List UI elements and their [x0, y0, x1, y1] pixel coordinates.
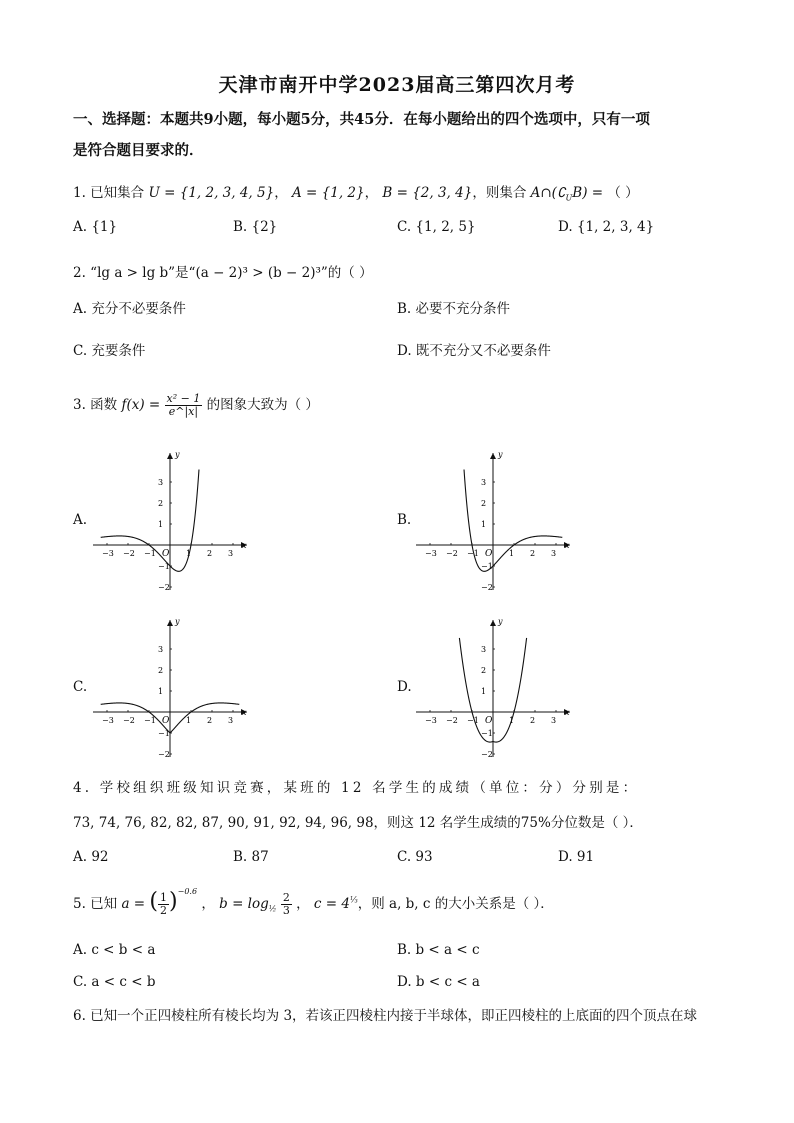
q5-option-a[interactable]: A. c < b < a	[73, 942, 156, 958]
fraction-numerator: x² − 1	[166, 392, 201, 405]
section-heading-line2: 是符合题目要求的．	[73, 142, 204, 159]
y-tick-label: 1	[158, 520, 164, 529]
y-tick-label: 3	[158, 478, 164, 487]
x-tick-label: −2	[446, 549, 458, 558]
question-1-tail: ，则集合	[472, 185, 527, 201]
origin-label: O	[162, 716, 170, 726]
x-tick-label: −3	[425, 716, 437, 725]
q1-option-b[interactable]: B. {2}	[233, 219, 278, 235]
c-definition: $c = 4^{\frac{1}{3}}$	[313, 895, 358, 912]
question-5-stem: 5. 已知 a = ( $\frac{1}{2}$ )$^{-0.6}$ ， $b = \log_{\frac{1}{2}}$ $\frac{2}{3}$ ， $c = 4^{\frac{1}{3}}$，则 a, b, c 的大小关系是（ ）．	[73, 887, 554, 917]
page-title: 天津市南开中学2023届高三第四次月考	[218, 74, 576, 96]
y-tick-label: 2	[481, 666, 487, 675]
function-fraction	[165, 393, 203, 418]
x-tick-label: −1	[467, 549, 479, 558]
y-tick-label: −2	[158, 750, 170, 759]
y-tick-label: 3	[481, 478, 487, 487]
y-tick-label: 3	[158, 645, 164, 654]
q3-option-b-label[interactable]: B.	[397, 512, 412, 528]
x-tick-label: 1	[186, 549, 192, 558]
y-tick-label: 1	[481, 687, 487, 696]
x-tick-label: 3	[551, 549, 557, 558]
x-tick-label: 1	[186, 716, 192, 725]
y-tick-label: −1	[158, 562, 170, 571]
x-tick-label: 2	[530, 716, 536, 725]
y-axis-arrow	[490, 620, 496, 626]
question-5-suffix: ，则 a, b, c 的大小关系是（ ）．	[357, 896, 554, 912]
q2-option-a[interactable]: A. 充分不必要条件	[73, 301, 186, 317]
score-list: 73, 74, 76, 82, 82, 87, 90, 91, 92, 94, 96, 98	[73, 815, 374, 831]
q1-option-d[interactable]: D. {1, 2, 3, 4}	[558, 219, 655, 235]
q4-option-b[interactable]: B. 87	[233, 849, 269, 865]
y-tick-label: −1	[481, 729, 493, 738]
x-tick-label: −2	[446, 716, 458, 725]
x-tick-label: −3	[102, 549, 114, 558]
x-tick-label: −2	[123, 716, 135, 725]
q3-option-d-label[interactable]: D.	[397, 679, 412, 695]
x-tick-label: 2	[207, 716, 213, 725]
fraction-denominator: e^|x|	[168, 405, 199, 418]
question-2-stem: 2. “lg a > lg b”是“(a − 2)³ > (b − 2)³”的（ ）	[73, 265, 373, 281]
q1-option-c[interactable]: C. {1, 2, 5}	[397, 219, 476, 235]
question-4-tail: ，则这 12 名学生成绩的75%分位数是（ ）．	[373, 815, 643, 831]
x-tick-label: −1	[467, 716, 479, 725]
y-axis-arrow	[167, 453, 173, 459]
set-a: A = {1, 2}	[292, 185, 365, 201]
origin-label: O	[485, 549, 493, 559]
x-tick-label: 2	[207, 549, 213, 558]
y-axis-arrow	[490, 453, 496, 459]
x-tick-label: −2	[123, 549, 135, 558]
y-tick-label: 2	[158, 499, 164, 508]
y-tick-label: 2	[158, 666, 164, 675]
q4-option-a[interactable]: A. 92	[73, 849, 109, 865]
q5-option-c[interactable]: C. a < c < b	[73, 974, 156, 990]
y-axis-label: y	[175, 617, 180, 626]
x-axis-label: x	[565, 541, 570, 550]
question-5-prefix: 5. 已知	[73, 896, 118, 912]
y-tick-label: −2	[158, 583, 170, 592]
x-tick-label: −1	[144, 716, 156, 725]
question-1-stem: 1. 已知集合 U = {1, 2, 3, 4, 5}， A = {1, 2}， B = {2, 3, 4}，则集合 $A\cap(∁_UB)$ = （ ）	[73, 185, 639, 203]
x-tick-label: 1	[509, 716, 515, 725]
question-4-line2	[73, 811, 643, 831]
q4-option-d[interactable]: D. 91	[558, 849, 595, 865]
q2-option-d[interactable]: D. 既不充分又不必要条件	[397, 343, 551, 359]
x-axis-label: x	[565, 708, 570, 717]
y-axis-arrow	[167, 620, 173, 626]
y-tick-label: −2	[481, 583, 493, 592]
x-tick-label: 3	[228, 716, 234, 725]
x-axis-label: x	[242, 541, 247, 550]
y-tick-label: −2	[481, 750, 493, 759]
y-tick-label: −1	[481, 562, 493, 571]
y-tick-label: −1	[158, 729, 170, 738]
q4-option-c[interactable]: C. 93	[397, 849, 433, 865]
question-4-line1: 4. 学校组织班级知识竞赛，某班的 12 名学生的成绩（单位：分）分别是：	[73, 780, 640, 796]
y-axis-label: y	[498, 450, 503, 459]
graph-option-a[interactable]	[85, 445, 255, 595]
origin-label: O	[485, 716, 493, 726]
y-tick-label: 1	[158, 687, 164, 696]
x-tick-label: 3	[228, 549, 234, 558]
y-tick-label: 2	[481, 499, 487, 508]
question-1-prefix: 1. 已知集合	[73, 185, 145, 201]
origin-label: O	[162, 549, 170, 559]
set-b: B = {2, 3, 4}	[382, 185, 473, 201]
y-tick-label: 3	[481, 645, 487, 654]
x-tick-label: 1	[509, 549, 515, 558]
b-definition: $b = \log_{\frac{1}{2}}$ $\frac{2}{3}$	[219, 891, 290, 917]
q5-option-d[interactable]: D. b < c < a	[397, 974, 480, 990]
answer-blank: （ ）	[607, 185, 639, 201]
question-3-prefix: 3. 函数	[73, 397, 118, 413]
set-expression: $A\cap(∁_UB)$ =	[530, 185, 604, 203]
set-u: U = {1, 2, 3, 4, 5}	[148, 185, 275, 201]
x-tick-label: −3	[102, 716, 114, 725]
x-axis-label: x	[242, 708, 247, 717]
y-axis-label: y	[498, 617, 503, 626]
question-6-stem: 6. 已知一个正四棱柱所有棱长均为 3，若该正四棱柱内接于半球体，即正四棱柱的上底面的四个顶点在球	[73, 1008, 698, 1024]
x-tick-label: −1	[144, 549, 156, 558]
y-tick-label: 1	[481, 520, 487, 529]
q3-option-c-label[interactable]: C.	[73, 679, 88, 695]
question-3-suffix: 的图象大致为（ ）	[206, 397, 319, 413]
graph-option-d[interactable]	[408, 612, 578, 762]
q5-option-b[interactable]: B. b < a < c	[397, 942, 480, 958]
q1-option-a[interactable]: A. {1}	[73, 219, 118, 235]
q3-option-a-label[interactable]: A.	[73, 512, 88, 528]
x-tick-label: 2	[530, 549, 536, 558]
function-name: f(x) =	[121, 397, 161, 413]
graph-option-b[interactable]	[408, 445, 578, 595]
a-definition: a = ( $\frac{1}{2}$ )$^{-0.6}$	[121, 887, 198, 917]
q2-option-b[interactable]: B. 必要不充分条件	[397, 301, 511, 317]
question-3-stem	[73, 393, 319, 418]
x-tick-label: 3	[551, 716, 557, 725]
q2-option-c[interactable]: C. 充要条件	[73, 343, 146, 359]
x-tick-label: −3	[425, 549, 437, 558]
section-heading-line1: 一、选择题：本题共9小题，每小题5分，共45分．在每小题给出的四个选项中，只有一项	[73, 111, 650, 128]
graph-option-c[interactable]	[85, 612, 255, 762]
y-axis-label: y	[175, 450, 180, 459]
